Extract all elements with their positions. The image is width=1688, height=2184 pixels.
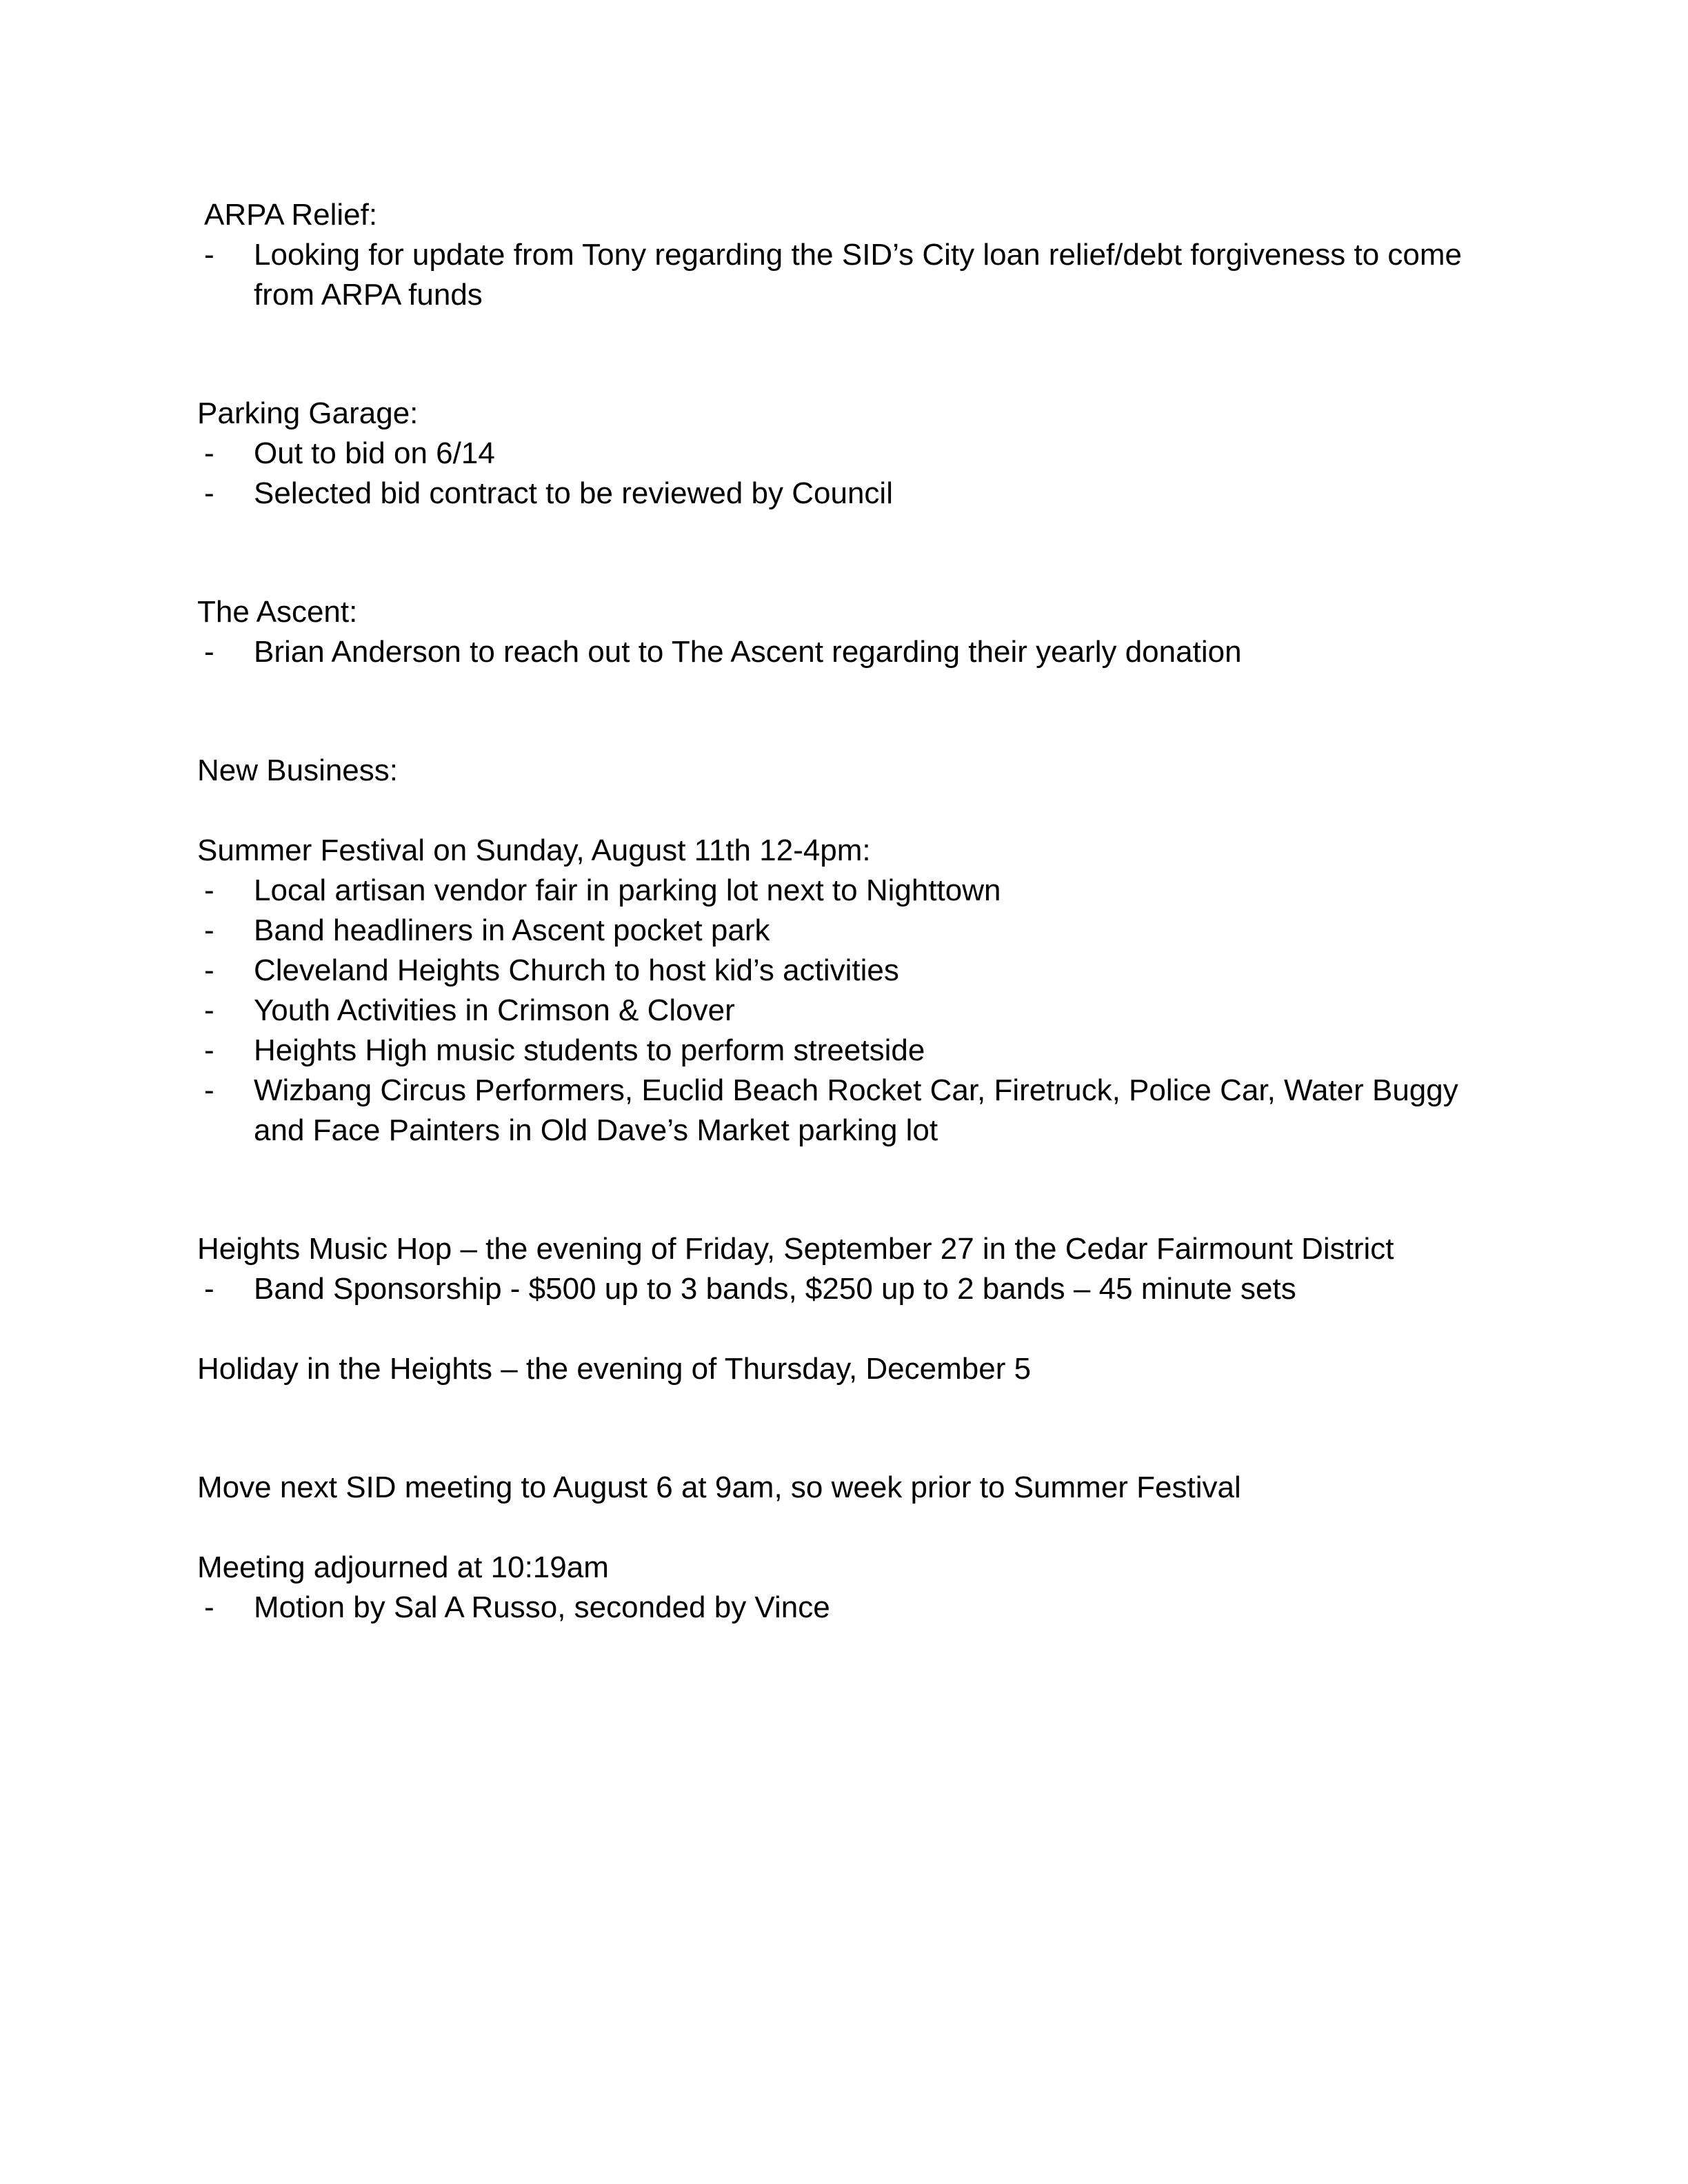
arpa-item-1-line-2: from ARPA funds: [254, 278, 483, 312]
summer-festival-item-6-line-2: and Face Painters in Old Dave’s Market parking lot: [254, 1113, 938, 1147]
summer-festival-item-6-line-1: Wizbang Circus Performers, Euclid Beach Rocket Car, Firetruck, Police Car, Water Buggy: [254, 1073, 1458, 1107]
bullet-dash: -: [204, 238, 214, 272]
bullet-dash: -: [204, 913, 214, 947]
new-business-heading: New Business:: [197, 754, 399, 787]
bullet-dash: -: [204, 635, 214, 669]
bullet-dash: -: [204, 953, 214, 987]
summer-festival-item-2: Band headliners in Ascent pocket park: [254, 913, 770, 947]
adjourn-item-1: Motion by Sal A Russo, seconded by Vince: [254, 1590, 830, 1624]
music-hop-item-1: Band Sponsorship - $500 up to 3 bands, $250 up to 2 bands – 45 minute sets: [254, 1272, 1296, 1306]
summer-festival-item-1: Local artisan vendor fair in parking lot next to Nighttown: [254, 873, 1001, 907]
summer-festival-item-5: Heights High music students to perform streetside: [254, 1033, 925, 1067]
bullet-dash: -: [204, 993, 214, 1027]
bullet-dash: -: [204, 1073, 214, 1107]
bullet-dash: -: [204, 476, 214, 510]
arpa-item-1-line-1: Looking for update from Tony regarding the SID’s City loan relief/debt forgiveness to come: [254, 238, 1463, 272]
parking-item-1: Out to bid on 6/14: [254, 436, 495, 470]
parking-item-2: Selected bid contract to be reviewed by Council: [254, 476, 893, 510]
arpa-heading: ARPA Relief:: [204, 198, 378, 232]
next-meeting-text: Move next SID meeting to August 6 at 9am, so week prior to Summer Festival: [197, 1470, 1241, 1504]
music-hop-heading: Heights Music Hop – the evening of Friday, September 27 in the Cedar Fairmount District: [197, 1232, 1394, 1266]
adjourn-heading: Meeting adjourned at 10:19am: [197, 1550, 609, 1584]
ascent-item-1: Brian Anderson to reach out to The Ascent regarding their yearly donation: [254, 635, 1242, 669]
parking-heading: Parking Garage:: [197, 396, 419, 430]
bullet-dash: -: [204, 873, 214, 907]
bullet-dash: -: [204, 436, 214, 470]
summer-festival-item-4: Youth Activities in Crimson & Clover: [254, 993, 735, 1027]
bullet-dash: -: [204, 1033, 214, 1067]
bullet-dash: -: [204, 1272, 214, 1306]
summer-festival-heading: Summer Festival on Sunday, August 11th 12-4pm:: [197, 833, 871, 867]
holiday-heading: Holiday in the Heights – the evening of Thursday, December 5: [197, 1352, 1032, 1386]
bullet-dash: -: [204, 1590, 214, 1624]
summer-festival-item-3: Cleveland Heights Church to host kid’s activities: [254, 953, 899, 987]
ascent-heading: The Ascent:: [197, 595, 358, 629]
